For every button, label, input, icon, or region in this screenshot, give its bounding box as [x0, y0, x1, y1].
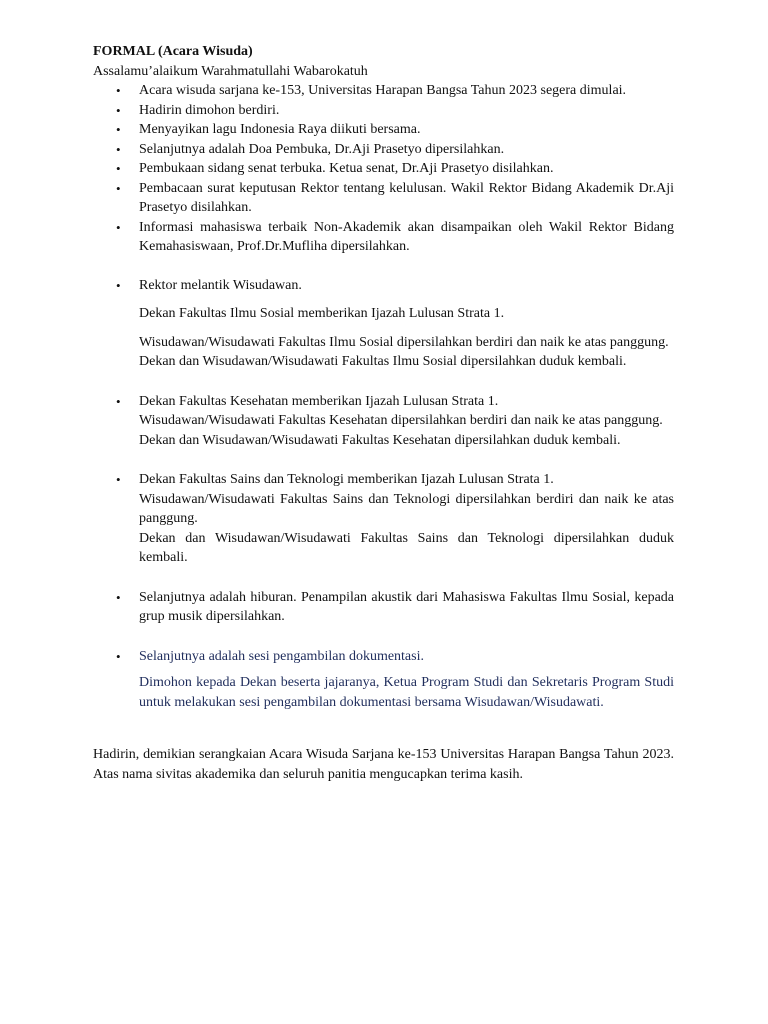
dokumentasi-section	[93, 647, 674, 713]
bullet-icon: •	[116, 83, 121, 98]
paragraph-text: Wisudawan/Wisudawati Fakultas Sains dan Teknologi dipersilahkan berdiri dan naik ke atas panggung.	[139, 491, 674, 526]
list-item	[93, 140, 674, 160]
list-item-text: Acara wisuda sarjana ke-153, Universitas Harapan Bangsa Tahun 2023 segera dimulai.	[139, 83, 627, 98]
list-item-text: Selanjutnya adalah sesi pengambilan dokumentasi.	[139, 648, 424, 664]
list-item-text: Informasi mahasiswa terbaik Non-Akademik akan disampaikan oleh Wakil Rektor Bidang Kemahasiswaan, Prof.Dr.Mufliha dipersilahkan.	[139, 219, 674, 254]
bullet-icon: •	[116, 161, 121, 176]
paragraph-text: Dekan Fakultas Ilmu Sosial memberikan Ijazah Lulusan Strata 1.	[139, 306, 505, 321]
list-item-text: Dekan Fakultas Kesehatan memberikan Ijazah Lulusan Strata 1.	[139, 393, 499, 409]
list-item-text: Hadirin dimohon berdiri.	[139, 102, 280, 118]
bullet-icon: •	[116, 648, 121, 664]
list-item	[93, 159, 674, 179]
list-item-text: Pembukaan sidang senat terbuka. Ketua senat, Dr.Aji Prasetyo disilahkan.	[139, 161, 554, 176]
list-item	[93, 81, 674, 101]
list-item	[93, 392, 674, 451]
bullet-icon: •	[116, 472, 121, 487]
bullet-icon: •	[116, 277, 121, 293]
bullet-icon: •	[116, 393, 121, 409]
paragraph-text: Dekan dan Wisudawan/Wisudawati Fakultas Sains dan Teknologi dipersilahkan duduk kembali.	[139, 530, 674, 565]
paragraph-text: Dekan dan Wisudawan/Wisudawati Fakultas Ilmu Sosial dipersilahkan duduk kembali.	[139, 354, 627, 369]
bullet-icon: •	[116, 102, 121, 118]
bullet-icon: •	[116, 589, 121, 605]
list-item-text: Selanjutnya adalah Doa Pembuka, Dr.Aji Prasetyo dipersilahkan.	[139, 141, 505, 157]
hiburan-section	[93, 588, 674, 627]
document-content	[93, 42, 674, 784]
list-item	[93, 470, 674, 568]
list-item-text: Selanjutnya adalah hiburan. Penampilan akustik dari Mahasiswa Fakultas Ilmu Sosial, kepada grup musik dipersilahkan.	[139, 589, 674, 624]
list-item	[93, 647, 674, 713]
list-item-text: Menyayikan lagu Indonesia Raya diikuti bersama.	[139, 122, 421, 137]
bullet-icon: •	[116, 219, 121, 235]
bullet-icon: •	[116, 141, 121, 157]
paragraph-text: Dimohon kepada Dekan beserta jajaranya, Ketua Program Studi dan Sekretaris Program Studi untuk melakukan sesi pengambilan dokumentasi bersama Wisudawan/Wisudawati.	[139, 675, 674, 710]
list-item	[93, 179, 674, 218]
list-item-text: Rektor melantik Wisudawan.	[139, 277, 302, 293]
rektor-section	[93, 276, 674, 372]
sains-section	[93, 470, 674, 568]
list-item-text: Dekan Fakultas Sains dan Teknologi memberikan Ijazah Lulusan Strata 1.	[139, 472, 554, 487]
list-item	[93, 588, 674, 627]
opening-list	[93, 81, 674, 257]
list-item	[93, 101, 674, 121]
paragraph-text: Dekan dan Wisudawan/Wisudawati Fakultas Kesehatan dipersilahkan duduk kembali.	[139, 432, 621, 448]
paragraph-text: Wisudawan/Wisudawati Fakultas Kesehatan dipersilahkan berdiri dan naik ke atas panggung.	[139, 413, 663, 428]
document-title: FORMAL (Acara Wisuda)	[93, 44, 253, 59]
bullet-icon: •	[116, 122, 121, 137]
list-item	[93, 120, 674, 140]
kesehatan-section	[93, 392, 674, 451]
bullet-icon: •	[116, 180, 121, 196]
greeting: Assalamu’alaikum Warahmatullahi Wabarokatuh	[93, 63, 368, 79]
closing-paragraph: Hadirin, demikian serangkaian Acara Wisuda Sarjana ke-153 Universitas Harapan Bangsa Tahun 2023. Atas nama sivitas akademika dan seluruh panitia mengucapkan terima kasih.	[93, 747, 674, 782]
list-item	[93, 218, 674, 257]
list-item-text: Pembacaan surat keputusan Rektor tentang kelulusan. Wakil Rektor Bidang Akademik Dr.Aji Prasetyo disilahkan.	[139, 180, 674, 215]
paragraph-text: Wisudawan/Wisudawati Fakultas Ilmu Sosial dipersilahkan berdiri dan naik ke atas panggung.	[139, 334, 669, 350]
list-item	[93, 276, 674, 372]
